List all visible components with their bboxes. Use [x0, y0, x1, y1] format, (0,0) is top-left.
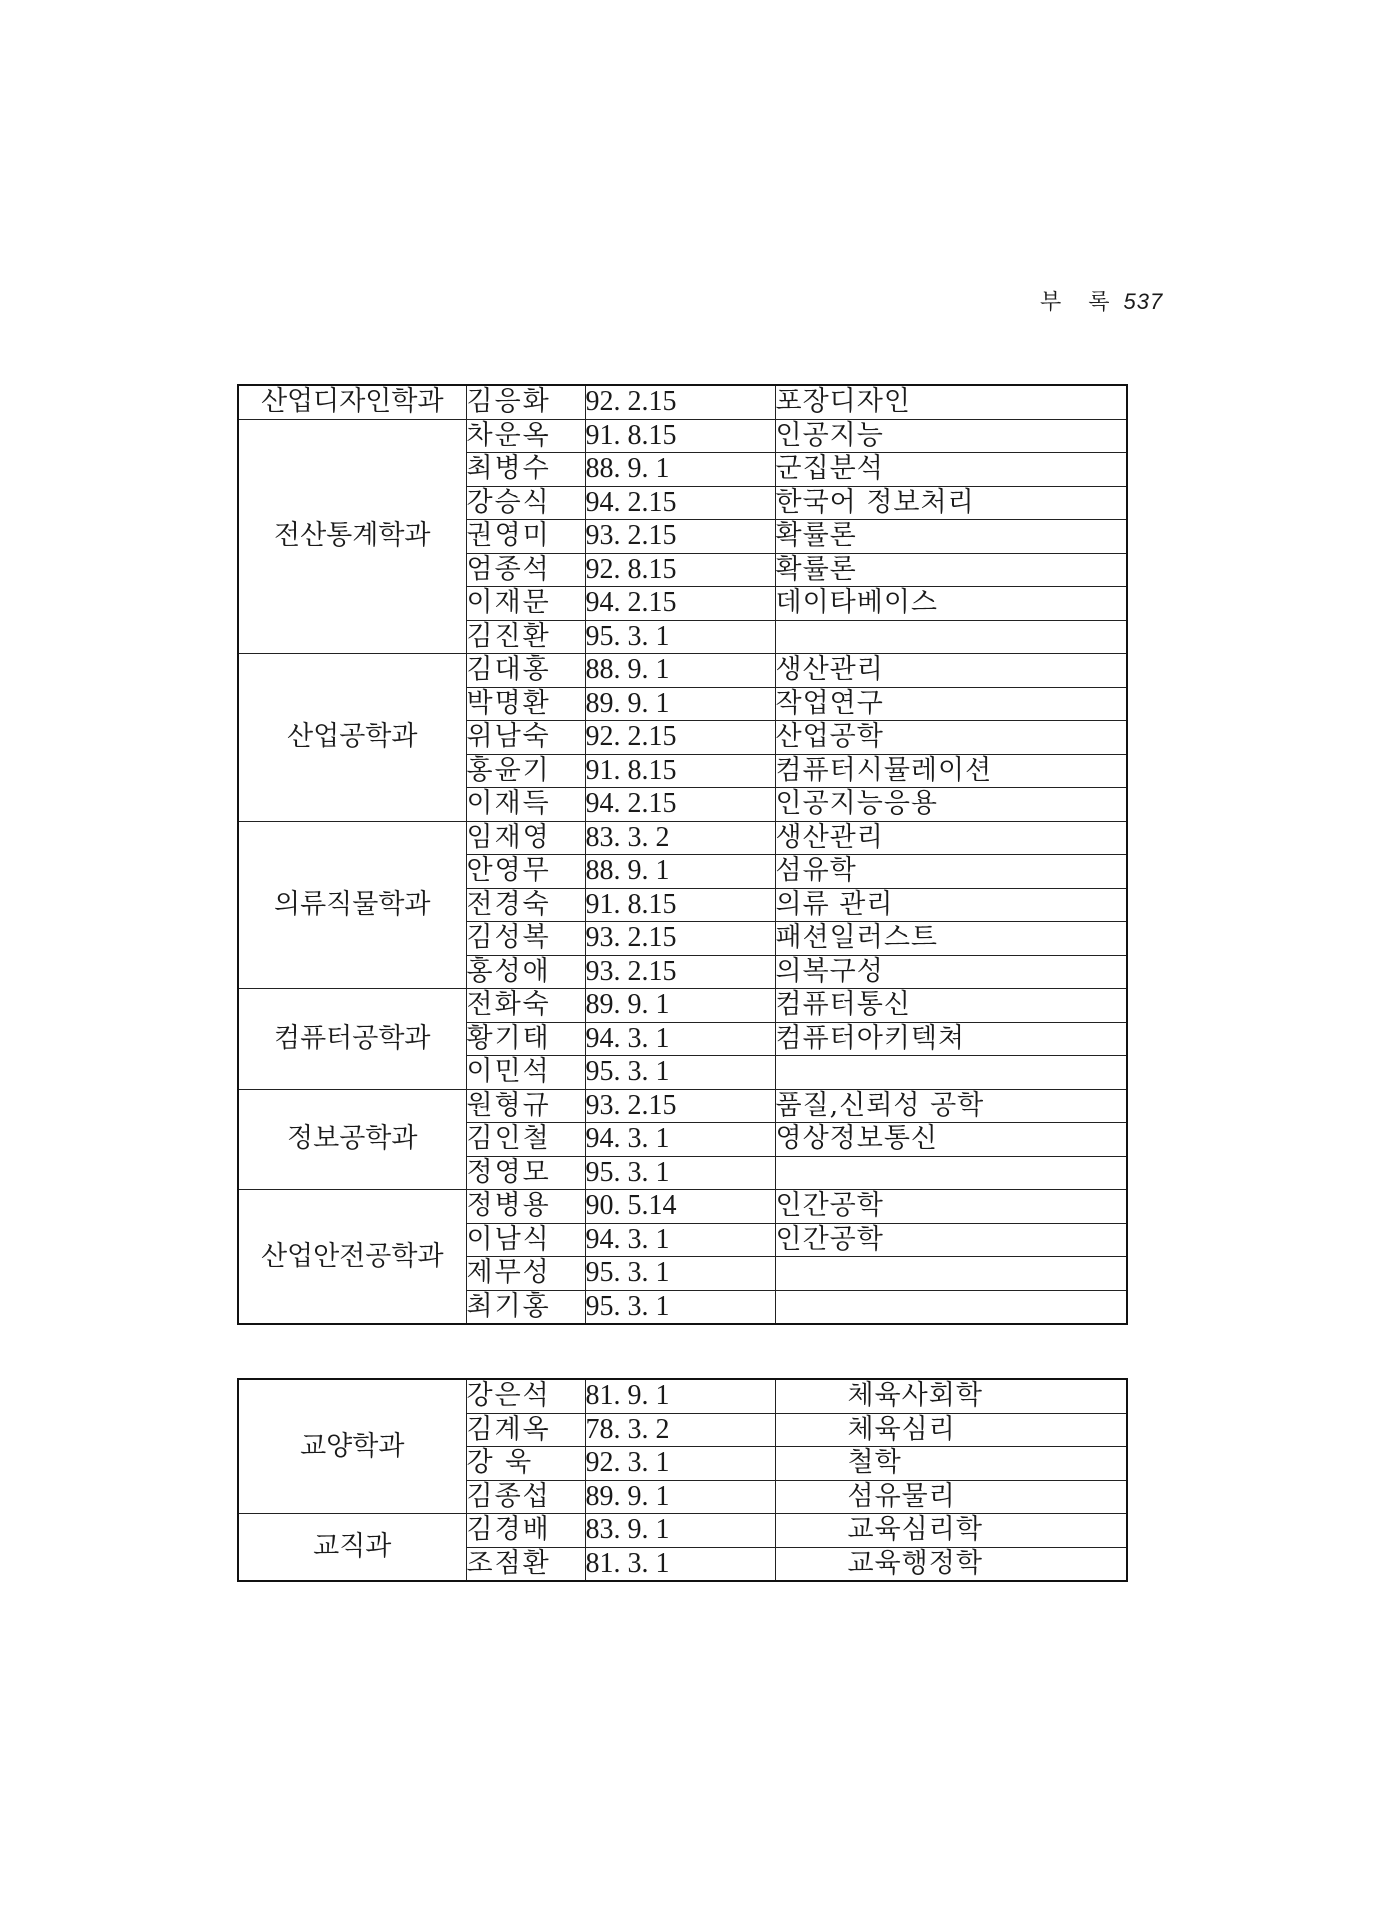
- appointment-date-cell: 89. 9. 1: [585, 687, 775, 721]
- specialty-cell: [775, 1290, 1127, 1324]
- appointment-date-cell: 93. 2.15: [585, 1089, 775, 1123]
- specialty-cell: 의복구성: [775, 955, 1127, 989]
- specialty-cell: [775, 620, 1127, 654]
- specialty-cell: 섬유물리: [775, 1480, 1127, 1514]
- specialty-cell: 인간공학: [775, 1223, 1127, 1257]
- appointment-date-cell: 91. 8.15: [585, 419, 775, 453]
- name-cell: 김종섭: [466, 1480, 585, 1514]
- appointment-date-cell: 78. 3. 2: [585, 1413, 775, 1447]
- appointment-date-cell: 83. 3. 2: [585, 821, 775, 855]
- table-row: [238, 1379, 1127, 1413]
- appointment-date-cell: 94. 3. 1: [585, 1223, 775, 1257]
- table-row: [238, 821, 1127, 855]
- name-cell: 정병용: [466, 1190, 585, 1224]
- name-cell: 김진환: [466, 620, 585, 654]
- appointment-date-cell: 89. 9. 1: [585, 1480, 775, 1514]
- appointment-date-cell: 94. 2.15: [585, 788, 775, 822]
- name-cell: 조점환: [466, 1547, 585, 1581]
- name-cell: 강 욱: [466, 1447, 585, 1481]
- appointment-date-cell: 89. 9. 1: [585, 989, 775, 1023]
- specialty-cell: 품질,신뢰성 공학: [775, 1089, 1127, 1123]
- appointment-date-cell: 88. 9. 1: [585, 453, 775, 487]
- table-row: [238, 654, 1127, 688]
- faculty-table-general: [237, 1378, 1128, 1582]
- specialty-cell: 산업공학: [775, 721, 1127, 755]
- appointment-date-cell: 91. 8.15: [585, 754, 775, 788]
- appointment-date-cell: 95. 3. 1: [585, 1290, 775, 1324]
- name-cell: 이민석: [466, 1056, 585, 1090]
- specialty-cell: 작업연구: [775, 687, 1127, 721]
- name-cell: 이재득: [466, 788, 585, 822]
- name-cell: 원형규: [466, 1089, 585, 1123]
- name-cell: 차운옥: [466, 419, 585, 453]
- name-cell: 황기태: [466, 1022, 585, 1056]
- running-header: 부 록: [1040, 290, 1120, 315]
- department-cell: 산업공학과: [238, 654, 466, 822]
- appointment-date-cell: 93. 2.15: [585, 520, 775, 554]
- specialty-cell: 확률론: [775, 553, 1127, 587]
- appointment-date-cell: 92. 3. 1: [585, 1447, 775, 1481]
- appointment-date-cell: 94. 2.15: [585, 587, 775, 621]
- specialty-cell: 한국어 정보처리: [775, 486, 1127, 520]
- specialty-cell: 컴퓨터통신: [775, 989, 1127, 1023]
- appointment-date-cell: 94. 3. 1: [585, 1123, 775, 1157]
- appointment-date-cell: 95. 3. 1: [585, 1056, 775, 1090]
- specialty-cell: 교육심리학: [775, 1514, 1127, 1548]
- department-cell: 산업안전공학과: [238, 1190, 466, 1325]
- name-cell: 권영미: [466, 520, 585, 554]
- appointment-date-cell: 83. 9. 1: [585, 1514, 775, 1548]
- specialty-cell: [775, 1156, 1127, 1190]
- appointment-date-cell: 95. 3. 1: [585, 1156, 775, 1190]
- appointment-date-cell: 95. 3. 1: [585, 620, 775, 654]
- department-cell: 교양학과: [238, 1379, 466, 1514]
- page-number: 537: [1123, 289, 1164, 314]
- name-cell: 최기홍: [466, 1290, 585, 1324]
- table-row: [238, 989, 1127, 1023]
- appointment-date-cell: 81. 9. 1: [585, 1379, 775, 1413]
- specialty-cell: 체육심리: [775, 1413, 1127, 1447]
- appointment-date-cell: 90. 5.14: [585, 1190, 775, 1224]
- name-cell: 김경배: [466, 1514, 585, 1548]
- name-cell: 전경숙: [466, 888, 585, 922]
- specialty-cell: 생산관리: [775, 821, 1127, 855]
- name-cell: 제무성: [466, 1257, 585, 1291]
- table-row: [238, 385, 1127, 419]
- specialty-cell: [775, 1257, 1127, 1291]
- appointment-date-cell: 93. 2.15: [585, 955, 775, 989]
- name-cell: 위남숙: [466, 721, 585, 755]
- department-cell: 교직과: [238, 1514, 466, 1582]
- faculty-table-engineering: [237, 384, 1128, 1325]
- specialty-cell: 체육사회학: [775, 1379, 1127, 1413]
- specialty-cell: 교육행정학: [775, 1547, 1127, 1581]
- name-cell: 김인철: [466, 1123, 585, 1157]
- name-cell: 강승식: [466, 486, 585, 520]
- page-header: [1040, 285, 1163, 316]
- appointment-date-cell: 91. 8.15: [585, 888, 775, 922]
- name-cell: 김계옥: [466, 1413, 585, 1447]
- specialty-cell: 포장디자인: [775, 385, 1127, 419]
- name-cell: 정영모: [466, 1156, 585, 1190]
- department-cell: 산업디자인학과: [238, 385, 466, 419]
- specialty-cell: 생산관리: [775, 654, 1127, 688]
- appointment-date-cell: 94. 3. 1: [585, 1022, 775, 1056]
- specialty-cell: 인공지능: [775, 419, 1127, 453]
- appointment-date-cell: 92. 2.15: [585, 721, 775, 755]
- specialty-cell: 영상정보통신: [775, 1123, 1127, 1157]
- specialty-cell: 철학: [775, 1447, 1127, 1481]
- appointment-date-cell: 93. 2.15: [585, 922, 775, 956]
- name-cell: 김대홍: [466, 654, 585, 688]
- name-cell: 홍윤기: [466, 754, 585, 788]
- department-cell: 컴퓨터공학과: [238, 989, 466, 1090]
- specialty-cell: 패션일러스트: [775, 922, 1127, 956]
- name-cell: 엄종석: [466, 553, 585, 587]
- name-cell: 최병수: [466, 453, 585, 487]
- appointment-date-cell: 88. 9. 1: [585, 855, 775, 889]
- name-cell: 이재문: [466, 587, 585, 621]
- appointment-date-cell: 92. 2.15: [585, 385, 775, 419]
- appointment-date-cell: 94. 2.15: [585, 486, 775, 520]
- department-cell: 정보공학과: [238, 1089, 466, 1190]
- name-cell: 박명환: [466, 687, 585, 721]
- name-cell: 김응화: [466, 385, 585, 419]
- specialty-cell: 컴퓨터아키텍쳐: [775, 1022, 1127, 1056]
- specialty-cell: 인간공학: [775, 1190, 1127, 1224]
- name-cell: 강은석: [466, 1379, 585, 1413]
- specialty-cell: 컴퓨터시뮬레이션: [775, 754, 1127, 788]
- specialty-cell: 인공지능응용: [775, 788, 1127, 822]
- table-row: [238, 1190, 1127, 1224]
- appointment-date-cell: 81. 3. 1: [585, 1547, 775, 1581]
- department-cell: 의류직물학과: [238, 821, 466, 989]
- specialty-cell: 군집분석: [775, 453, 1127, 487]
- appointment-date-cell: 92. 8.15: [585, 553, 775, 587]
- name-cell: 전화숙: [466, 989, 585, 1023]
- department-cell: 전산통계학과: [238, 419, 466, 654]
- specialty-cell: 데이타베이스: [775, 587, 1127, 621]
- name-cell: 이남식: [466, 1223, 585, 1257]
- table-row: [238, 1514, 1127, 1548]
- specialty-cell: 섬유학: [775, 855, 1127, 889]
- name-cell: 임재영: [466, 821, 585, 855]
- name-cell: 안영무: [466, 855, 585, 889]
- name-cell: 김성복: [466, 922, 585, 956]
- appointment-date-cell: 88. 9. 1: [585, 654, 775, 688]
- specialty-cell: [775, 1056, 1127, 1090]
- table-row: [238, 419, 1127, 453]
- specialty-cell: 의류 관리: [775, 888, 1127, 922]
- specialty-cell: 확률론: [775, 520, 1127, 554]
- table-row: [238, 1089, 1127, 1123]
- appointment-date-cell: 95. 3. 1: [585, 1257, 775, 1291]
- name-cell: 홍성애: [466, 955, 585, 989]
